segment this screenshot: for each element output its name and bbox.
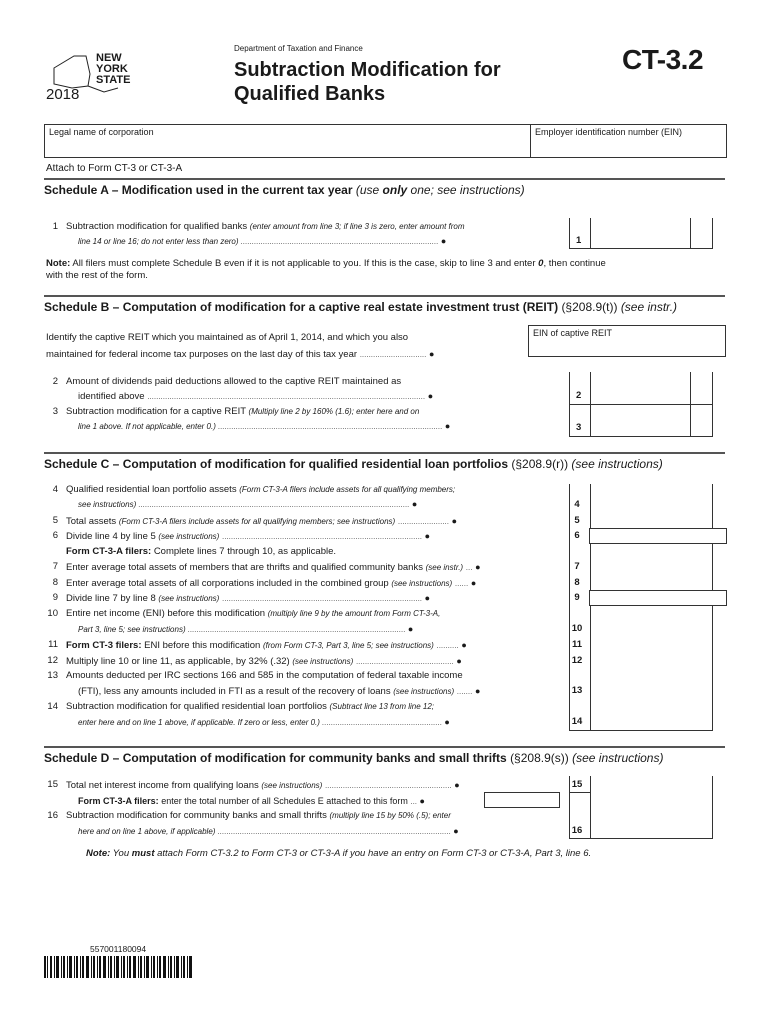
line-9-ratio-field[interactable] [589,590,727,606]
line-14-box-label: 14 [571,716,583,727]
line-13-box-label: 13 [571,685,583,696]
ein-label: Employer identification number (EIN) [535,127,683,137]
line-7-box-label: 7 [574,561,580,572]
line-8-box-label: 8 [574,577,580,588]
schedule-a-heading: Schedule A – Modification used in the current tax year (use only one; see instructions) [44,178,725,197]
form-number: CT-3.2 [622,44,704,75]
line-9-box-label: 9 [574,592,580,603]
line-3: 3 Subtraction modification for a captive REIT (Multiply line 2 by 160% (1.6); enter here and on line 1 above. If not applicable, enter 0.) ..................................................................................................... ● [52,406,451,431]
schedule-a-note: Note: All filers must complete Schedule B even if it is not applicable to you. If this is the case, skip to line 3 and enter 0, then continue with the rest of the form. [46,258,606,281]
line-13: 13 Amounts deducted per IRC sections 166 and 585 in the computation of federal taxable income (FTI), less any amounts included in FTI as a result of the recovery of loans (see instructions) ....... ● [47,670,481,697]
line-1-amount[interactable]: 1 [569,218,713,249]
identification-box [44,124,727,158]
line-10-box-label: 10 [571,623,583,634]
captive-reit-ein-label: EIN of captive REIT [533,328,613,338]
captive-reit-ein-field[interactable] [528,325,726,357]
ein-field[interactable] [531,125,726,157]
schedule-b-heading: Schedule B – Computation of modification for a captive real estate investment trust (REIT) (§208.9(t)) (see instr.) [44,295,725,314]
line-16: 16 Subtraction modification for community banks and small thrifts (multiply line 15 by 50% (.5); enter here and on line 1 above, if applicable) ......................................................................................................... ● [47,810,459,836]
schedule-d-heading: Schedule D – Computation of modification for community banks and small thrifts (§208.9(s)) (see instructions) [44,746,725,765]
line-6-ratio-field[interactable] [589,528,727,544]
line-4-box-label: 4 [574,499,580,510]
line-14: 14 Subtraction modification for qualified residential loan portfolios (Subtract line 13 from line 12; enter here and on line 1 above, if applicable. If zero or less, enter 0.) ...................................................... ● [47,701,450,727]
line-12-box-label: 12 [571,655,583,666]
department-name: Department of Taxation and Finance [234,44,363,53]
line-10: 10 Entire net income (ENI) before this modification (multiply line 9 by the amount from Form CT-3-A, Part 3, line 5; see instructions) .................................................................................................. ● [47,608,441,634]
page-title: Subtraction Modification for Qualified Banks [234,59,501,105]
captive-reit-identify: Identify the captive REIT which you maintained as of April 1, 2014, and which you also maintained for federal income tax purposes on the last day of this tax year .............................. ● [46,332,435,360]
line-11-box-label: 11 [571,639,583,650]
line-1: 1 Subtraction modification for qualified banks (enter amount from line 3; if line 3 is zero, enter amount from line 14 or line 16; do not enter less than zero) ......................................................................................... ● [52,221,465,246]
line-4: 4 Qualified residential loan portfolio assets (Form CT-3-A filers include assets for all qualifying members; see instructions) .......................................................................................................................... ● [52,484,456,509]
schedule-c-heading: Schedule C – Computation of modification for qualified residential loan portfolios (§208.9(r)) (see instructions) [44,452,725,471]
barcode-number: 557001180094 [90,944,147,954]
barcode-image [44,956,192,978]
schedule-c-amounts[interactable] [569,484,713,731]
form-year: 2018 [46,86,80,103]
line-15-box-label: 15 [571,779,583,790]
state-name: NEW YORK STATE [96,52,131,86]
line-6-box-label: 6 [574,530,580,541]
schedule-d-amounts[interactable] [569,776,713,839]
line-2: 2 Amount of dividends paid deductions allowed to the captive REIT maintained as identified above ............................................................................................................................. ● [52,376,434,402]
legal-name-label: Legal name of corporation [49,127,154,137]
footer-note: Note: You must attach Form CT-3.2 to Form CT-3 or CT-3-A if you have an entry on Form CT-3 or CT-3-A, Part 3, line 6. [86,848,592,859]
legal-name-field[interactable] [45,125,531,157]
line-16-box-label: 16 [571,825,583,836]
line-5-box-label: 5 [574,515,580,526]
schedule-b-amounts[interactable]: 2 3 [569,372,713,437]
attach-instruction: Attach to Form CT-3 or CT-3-A [46,163,183,174]
schedules-e-count-field[interactable] [484,792,560,808]
